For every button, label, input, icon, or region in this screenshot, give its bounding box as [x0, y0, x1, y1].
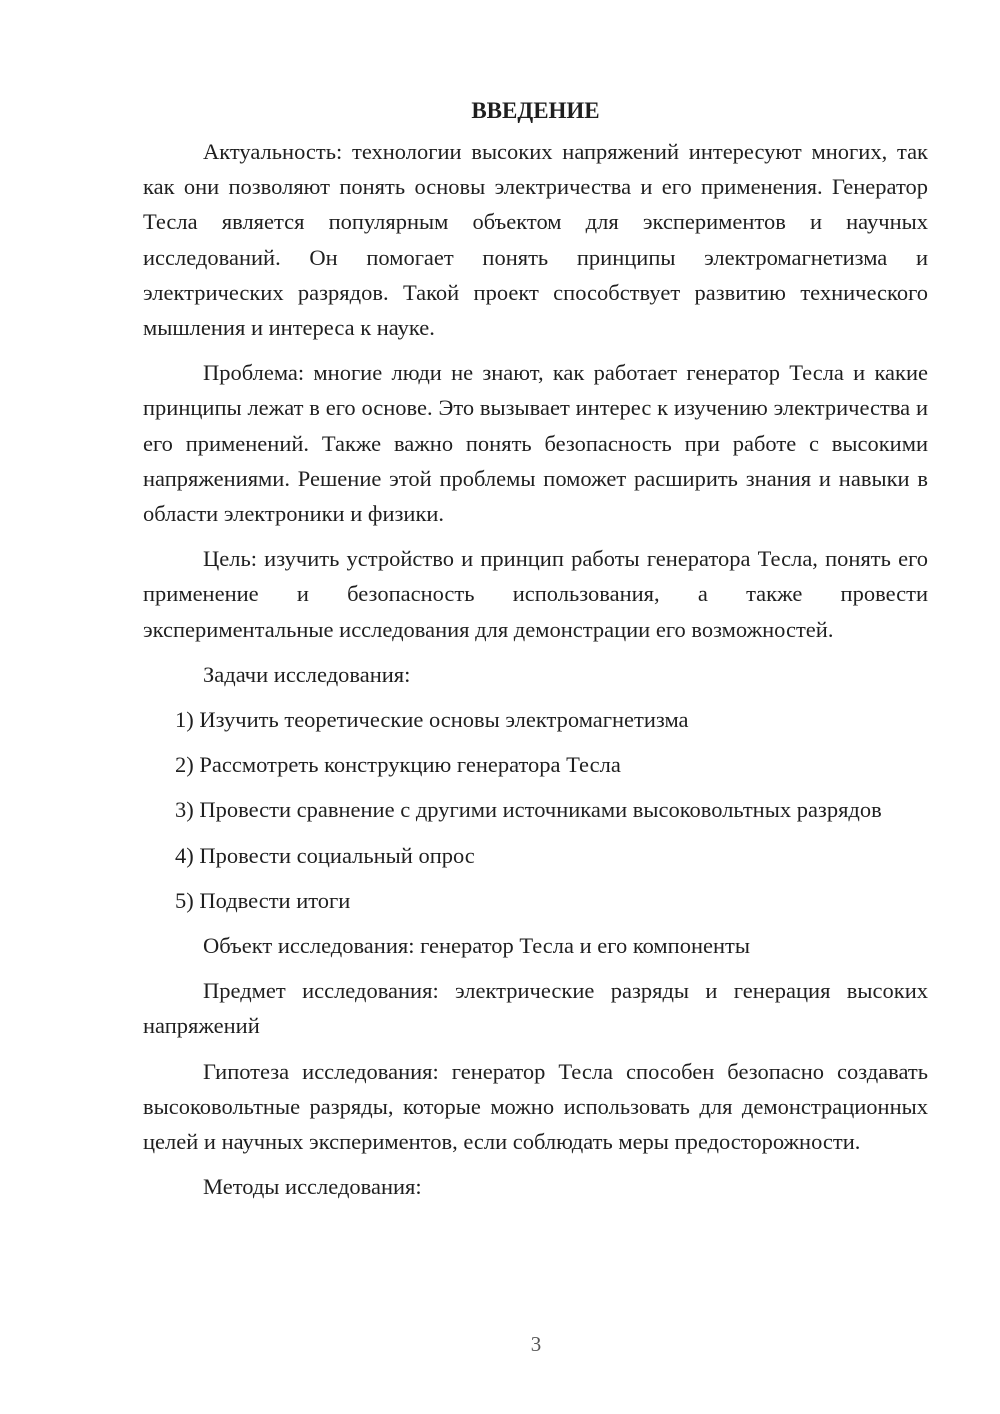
tasks-heading: Задачи исследования: [203, 661, 411, 687]
page-content [143, 93, 928, 1214]
task-item-2: 2) Рассмотреть конструкцию генератора Тесла [175, 752, 621, 778]
task-item-1: 1) Изучить теоретические основы электромагнетизма [175, 707, 689, 733]
task-item-4: 4) Провести социальный опрос [175, 842, 475, 868]
page-number: 3 [530, 1332, 542, 1356]
goal-paragraph: Цель: изучить устройство и принцип работы генератора Тесла, понять его применение и безопасность использования, а также провести экспериментальные исследования для демонстрации его возможностей. [143, 546, 928, 642]
page-title: ВВЕДЕНИЕ [471, 98, 600, 123]
tasks-list [143, 702, 928, 918]
problem-paragraph: Проблема: многие люди не знают, как работает генератор Тесла и какие принципы лежат в его основе. Это вызывает интерес к изучению электричества и его применений. Также важно понять безопасность при работе с высокими напряжениями. Решение этой проблемы поможет расширить знания и навыки в области электроники и физики. [143, 360, 928, 527]
object-paragraph: Объект исследования: генератор Тесла и его компоненты [203, 933, 750, 959]
hypothesis-paragraph: Гипотеза исследования: генератор Тесла способен безопасно создавать высоковольтные разряды, которые можно использовать для демонстрационных целей и научных экспериментов, если соблюдать меры предосторожности. [143, 1058, 928, 1155]
relevance-paragraph: Актуальность: технологии высоких напряжений интересуют многих, так как они позволяют понять основы электричества и его применения. Генератор Тесла является популярным объектом для экспериментов и научных исследований. Он помогает понять принципы электромагнетизма и электрических разрядов. Такой проект способствует развитию технического мышления и интереса к науке. [143, 139, 928, 341]
methods-heading: Методы исследования: [203, 1174, 422, 1200]
task-item-5: 5) Подвести итоги [175, 887, 351, 913]
task-item-3: 3) Провести сравнение с другими источниками высоковольтных разрядов [175, 797, 882, 823]
subject-paragraph: Предмет исследования: электрические разряды и генерация высоких напряжений [143, 978, 928, 1039]
